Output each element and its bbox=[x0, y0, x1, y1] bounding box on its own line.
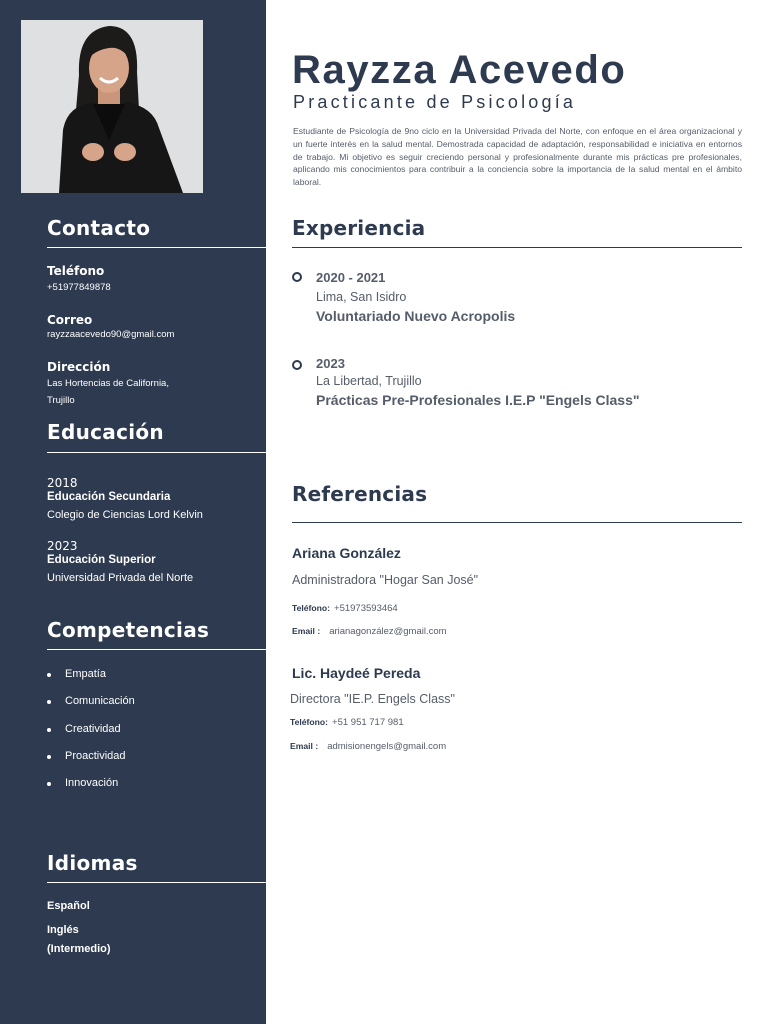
education-year-2: 2023 bbox=[47, 539, 78, 553]
language-english-level: (Intermedio) bbox=[47, 943, 111, 955]
full-name bbox=[292, 48, 626, 93]
education-divider bbox=[47, 452, 266, 453]
skills-divider bbox=[47, 649, 266, 650]
reference-role-1: Administradora "Hogar San José" bbox=[292, 573, 479, 587]
contact-divider bbox=[47, 247, 266, 248]
education-year-1: 2018 bbox=[47, 476, 78, 490]
reference-email-label-1: Email : bbox=[292, 626, 321, 636]
experience-years-1: 2020 - 2021 bbox=[316, 270, 386, 285]
reference-email-2 bbox=[290, 741, 446, 752]
address-label: Dirección bbox=[47, 360, 111, 374]
profile-summary: Estudiante de Psicología de 9no ciclo en la Universidad Privada del Norte, con enfoque en el área organizacional y un fuerte interés en la salud mental. Demostrada capacidad de adaptación, responsabilidad e iniciativa en entornos de trabajo. Mi objetivo es seguir creciendo personal y profesionalmente durante mis prácticas pre profesionales, aplicando mis conocimientos para contribuir a la conciencia sobre la importancia de la salud mental en el ámbito laboral. bbox=[293, 126, 742, 188]
experience-years-2: 2023 bbox=[316, 356, 345, 371]
list-item: Comunicación bbox=[47, 692, 135, 719]
first-name: Rayzza bbox=[292, 48, 438, 92]
education-heading: Educación bbox=[47, 420, 164, 444]
education-title-2: Educación Superior bbox=[47, 554, 156, 566]
experience-location-1: Lima, San Isidro bbox=[316, 290, 407, 304]
phone-label: Teléfono bbox=[47, 264, 105, 278]
job-role: Practicante de Psicología bbox=[293, 92, 577, 112]
languages-heading: Idiomas bbox=[47, 851, 138, 875]
experience-divider bbox=[292, 247, 742, 248]
address-line-2: Trujillo bbox=[47, 395, 75, 406]
profile-photo-image bbox=[21, 20, 203, 193]
contact-heading: Contacto bbox=[47, 216, 151, 240]
reference-name-1: Ariana González bbox=[292, 545, 401, 561]
reference-name-2: Lic. Haydeé Pereda bbox=[292, 665, 421, 681]
reference-role-2: Directora "IE.P. Engels Class" bbox=[290, 692, 455, 706]
experience-heading: Experiencia bbox=[292, 216, 426, 240]
education-institution-1: Colegio de Ciencias Lord Kelvin bbox=[47, 509, 203, 521]
reference-email-1 bbox=[292, 626, 447, 637]
last-name: Acevedo bbox=[448, 48, 627, 92]
language-english: Inglés bbox=[47, 924, 79, 936]
reference-phone-1 bbox=[292, 603, 398, 614]
references-heading: Referencias bbox=[292, 482, 428, 506]
reference-phone-label-1: Teléfono: bbox=[292, 603, 331, 613]
sidebar bbox=[0, 0, 266, 1024]
education-institution-2: Universidad Privada del Norte bbox=[47, 572, 194, 584]
list-item: Proactividad bbox=[47, 747, 135, 774]
education-title-1: Educación Secundaria bbox=[47, 491, 171, 503]
timeline-circle-icon bbox=[292, 360, 302, 370]
experience-title-1: Voluntariado Nuevo Acropolis bbox=[316, 308, 516, 324]
reference-email-value-1: arianagonzález@gmail.com bbox=[329, 626, 447, 637]
skills-list bbox=[47, 665, 135, 801]
list-item: Empatía bbox=[47, 665, 135, 692]
references-divider bbox=[292, 522, 742, 523]
address-line-1: Las Hortencias de California, bbox=[47, 378, 169, 389]
languages-divider bbox=[47, 882, 266, 883]
reference-phone-label-2: Teléfono: bbox=[290, 717, 329, 727]
phone-value: +51977849878 bbox=[47, 282, 111, 293]
skills-heading: Competencias bbox=[47, 618, 210, 642]
reference-email-value-2: admisionengels@gmail.com bbox=[327, 741, 447, 752]
profile-photo bbox=[21, 20, 203, 193]
email-label: Correo bbox=[47, 313, 93, 327]
experience-title-2: Prácticas Pre-Profesionales I.E.P "Engels Class" bbox=[316, 392, 640, 408]
experience-location-2: La Libertad, Trujillo bbox=[316, 374, 422, 388]
reference-phone-value-2: +51 951 717 981 bbox=[332, 717, 404, 728]
timeline-circle-icon bbox=[292, 272, 302, 282]
language-spanish: Español bbox=[47, 900, 90, 912]
list-item: Innovación bbox=[47, 774, 135, 801]
reference-phone-2 bbox=[290, 717, 404, 728]
email-value: rayzzaacevedo90@gmail.com bbox=[47, 329, 175, 340]
reference-email-label-2: Email : bbox=[290, 741, 319, 751]
list-item: Creatividad bbox=[47, 720, 135, 747]
reference-phone-value-1: +51973593464 bbox=[334, 603, 398, 614]
